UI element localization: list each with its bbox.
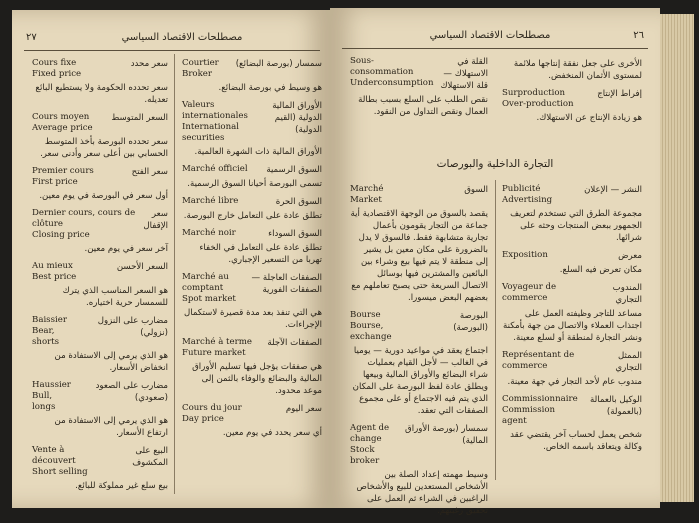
glossary-entry (502, 56, 642, 82)
term-foreign: Sous-consommation (350, 56, 414, 77)
term-foreign: Bull, longs (32, 391, 56, 412)
entry-heading (502, 250, 642, 262)
term-french-block (350, 56, 434, 89)
glossary-entry (350, 184, 488, 304)
term-foreign: Day price (182, 414, 224, 424)
glossary-entry (182, 100, 322, 158)
term-arabic: مضارب على الصعود (صعودي) (95, 381, 168, 403)
term-arabic: القلة في الاستهلاك — قلة الاستهلاك (440, 57, 488, 91)
term-arabic: مضارب على النزول (نزولي) (97, 316, 168, 338)
term-arabic: السوق (464, 185, 488, 195)
term-foreign: Représentant de commerce (502, 350, 575, 371)
glossary-entry (182, 196, 322, 222)
glossary-entry (182, 337, 322, 397)
term-french-block (32, 380, 73, 413)
term-french-block (502, 350, 599, 372)
term-french-block (32, 261, 76, 283)
term-foreign: Exposition (502, 250, 548, 260)
term-arabic: سعر الإقفال (143, 209, 168, 231)
page-number-wrap (26, 32, 37, 43)
entry-heading (182, 164, 322, 176)
running-head: مصطلحات الاقتصاد السياسي (121, 32, 243, 43)
term-foreign: Courtier (182, 58, 219, 68)
term-definition: هو وسيط في بورصة البضائع. (218, 83, 322, 93)
glossary-entry (350, 423, 488, 517)
glossary-entry (182, 403, 322, 439)
term-definition: سعر تحدده البورصة بأخذ المتوسط الحسابي بين أعلى سعر وأدنى سعر. (40, 137, 168, 159)
entry-heading (502, 184, 642, 206)
term-definition: هي صفقات يؤجل فيها تسليم الأوراق المالية والبضائع والوفاء بالثمن إلى موعد محدود. (192, 362, 322, 396)
term-definition: الأوراق المالية ذات الشهرة العالمية. (194, 147, 322, 157)
term-arabic: البيع على المكشوف (132, 446, 168, 468)
entry-heading (32, 166, 168, 188)
left-page (12, 10, 330, 508)
term-foreign: Market (350, 195, 382, 205)
glossary-entry (182, 228, 322, 266)
entry-heading (502, 350, 642, 374)
header-rule (342, 48, 648, 49)
term-foreign: Stock broker (350, 445, 380, 466)
term-arabic: السعر الأحسن (116, 262, 168, 272)
glossary-top-right (502, 56, 642, 130)
entry-heading (502, 282, 642, 306)
section-title: التجارة الداخلية والبورصات (436, 158, 554, 170)
term-foreign: Marché (350, 184, 384, 194)
glossary-entry (502, 88, 642, 124)
term-foreign: Haussier (32, 380, 71, 390)
term-foreign: Agent de change (350, 423, 390, 444)
term-arabic: إفراط الإنتاج (597, 89, 642, 99)
term-definition: شخص يعمل لحساب آخر يقتضي عقد وكالة ويتعاقد باسمه الخاص. (510, 430, 642, 452)
term-french-block (182, 337, 252, 359)
term-french-block (32, 166, 94, 188)
term-french-block (182, 100, 248, 144)
term-foreign: Cours du jour (182, 403, 242, 413)
running-head: مصطلحات الاقتصاد السياسي (429, 30, 551, 41)
term-arabic: السوق السوداء (268, 229, 322, 239)
term-arabic: المندوب التجاري (612, 283, 642, 305)
term-arabic: الصفقات الآجلة (267, 338, 322, 348)
term-french-block (502, 282, 591, 304)
page-number: ٢٧ (26, 32, 37, 43)
page-number-wrap (633, 30, 644, 41)
glossary-entry (32, 261, 168, 309)
term-french-block (182, 228, 236, 239)
term-french-block (182, 58, 219, 80)
glossary-entry (32, 112, 168, 160)
term-foreign: Fixed price (32, 69, 82, 79)
right-page (330, 8, 660, 516)
running-head-wrap (82, 32, 282, 44)
term-definition: هو الذي يرمي إلى الاستفادة من ارتفاع الأسعار. (54, 416, 168, 438)
term-foreign: International securities (182, 122, 240, 143)
term-foreign: Premier cours (32, 166, 94, 176)
term-foreign: Future market (182, 348, 246, 358)
term-definition: مساعد للتاجر وظيفته العمل على اجتذاب العملاء والاتصال من جهة بأمكنة ونشر التجارة لمنطقة أو لسلع معينة. (503, 309, 642, 343)
term-definition: هو الذي يرمي إلى الاستفادة من انخفاض الأسعار. (54, 351, 168, 373)
term-foreign: Broker (182, 69, 212, 79)
glossary-entry (32, 445, 168, 492)
term-foreign: Short selling (32, 467, 88, 477)
entry-heading (182, 272, 322, 305)
entry-heading (32, 315, 168, 348)
page-stack-edge (660, 14, 694, 502)
term-french-block (502, 394, 578, 427)
term-foreign: Bourse (350, 310, 381, 320)
term-foreign: Over-production (502, 99, 574, 109)
term-french-block (502, 184, 552, 206)
glossary-column-outer (350, 184, 488, 523)
term-french-block (32, 58, 81, 80)
entry-heading (502, 88, 642, 110)
term-definition: مكان تعرض فيه السلع. (559, 265, 642, 275)
term-french-block (32, 112, 93, 134)
term-foreign: Baissier (32, 315, 67, 325)
term-foreign: Voyageur de commerce (502, 282, 557, 303)
glossary-entry (182, 272, 322, 331)
term-definition: تسمى البورصة أحيانا السوق الرسمية. (187, 179, 322, 189)
term-french-block (32, 208, 135, 241)
term-definition: بيع سلع غير مملوكة للبائع. (75, 481, 168, 491)
term-foreign: Marché à terme (182, 337, 252, 347)
term-french-block (350, 184, 383, 206)
glossary-entry (502, 250, 642, 276)
glossary-entry (502, 282, 642, 344)
term-foreign: Marché noir (182, 228, 236, 238)
glossary-entry (502, 350, 642, 388)
term-definition: تطلق عادة على التعامل خارج البورصة. (183, 211, 322, 221)
term-foreign: Advertising (502, 195, 553, 205)
glossary-entry (32, 208, 168, 255)
entry-heading (182, 58, 322, 80)
glossary-column-inner (182, 58, 322, 445)
glossary-entry (502, 394, 642, 453)
entry-heading (350, 184, 488, 206)
term-arabic: النشر — الإعلان (584, 185, 642, 195)
entry-heading (350, 310, 488, 343)
term-foreign: Commission agent (502, 405, 556, 426)
entry-heading (182, 196, 322, 208)
term-definition: الأخرى على جعل نفقة إنتاجها ملائمة لمستوى الأثمان المنخفض. (513, 59, 642, 81)
term-arabic: سمسار (بورصة البضائع) (235, 59, 322, 69)
term-arabic: سعر محدد (130, 59, 168, 69)
glossary-column-inner (502, 184, 642, 459)
entry-heading (182, 100, 322, 144)
term-foreign: First price (32, 177, 78, 187)
column-divider (495, 180, 496, 480)
entry-heading (32, 380, 168, 413)
term-foreign: Publicité (502, 184, 541, 194)
term-foreign: Underconsumption (350, 78, 434, 88)
glossary-entry (32, 58, 168, 106)
term-definition: هو السعر المناسب الذي يترك للسمسار حرية اختياره. (62, 286, 168, 308)
term-foreign: Cours moyen (32, 112, 90, 122)
term-definition: أي سعر يحدد في يوم معين. (222, 428, 322, 438)
term-french-block (182, 164, 248, 175)
term-foreign: Marché officiel (182, 164, 248, 174)
term-definition: مندوب عام لأحد التجار في جهة معينة. (507, 377, 642, 387)
term-french-block (32, 315, 78, 348)
glossary-top-left (350, 56, 488, 124)
glossary-entry (182, 164, 322, 190)
term-arabic: الأوراق المالية الدولية (القيم الدولية) (272, 101, 322, 135)
entry-heading (32, 112, 168, 134)
term-definition: نقص الطلب على السلع بسبب بطالة العمال ونقص التداول من النقود. (358, 95, 488, 117)
glossary-entry (502, 184, 642, 244)
term-definition: يقصد بالسوق من الوجهة الاقتصادية أية جماعة من التجار يقومون بأعمال تجارية متشابهة فقط. فالسوق لا يدل بالضرورة على مكان معين بل يشير إلى منطقة لا يتم فيها بيع وشراء بين البائعين والمشترين فيها بوسائل الاتصال السريعة حتى يصبح تعاملهم مع بعضهم البعض ميسورا. (350, 209, 488, 303)
term-definition: آخر سعر في يوم معين. (84, 244, 168, 254)
term-foreign: Marché au comptant (182, 272, 229, 293)
term-french-block (32, 445, 103, 478)
term-foreign: Average price (32, 123, 93, 133)
term-arabic: الصفقات العاجلة — الصفقات الفورية (251, 273, 322, 295)
running-head-wrap (390, 30, 590, 42)
term-definition: سعر تحدده الحكومة ولا يستطيع البائع تعديله. (35, 83, 168, 105)
term-foreign: Commissionnaire (502, 394, 578, 404)
entry-heading (32, 208, 168, 241)
term-french-block (182, 196, 238, 207)
term-definition: أول سعر في البورصة في يوم معين. (39, 191, 168, 201)
glossary-column-outer (32, 58, 168, 498)
term-arabic: معرض (618, 251, 642, 261)
glossary-entry (32, 166, 168, 202)
term-foreign: Bourse, exchange (350, 321, 392, 342)
entry-heading (182, 228, 322, 240)
term-french-block (182, 272, 239, 305)
term-definition: مجموعة الطرق التي تستخدم لتعريف الجمهور ببعض المنتجات وحثه على شرائها. (510, 209, 642, 243)
glossary-entry (182, 58, 322, 94)
term-foreign: Dernier cours, cours de clôture (32, 208, 136, 229)
term-definition: هو زيادة الإنتاج عن الاستهلاك. (536, 113, 642, 123)
glossary-entry (32, 315, 168, 374)
header-rule (24, 50, 320, 51)
term-arabic: السعر المتوسط (111, 113, 168, 123)
glossary-entry (350, 56, 488, 118)
term-foreign: Au mieux (32, 261, 73, 271)
term-foreign: Valeurs internationales (182, 100, 248, 121)
term-french-block (350, 310, 425, 343)
column-divider (174, 54, 175, 494)
term-definition: وسيط مهمته إعداد الصلة بين الأشخاص المستعدين للبيع والأشخاص الراغبين في الشراء ثم العمل على تحقيق رغبتهم. (356, 470, 488, 516)
term-arabic: الوكيل بالعمالة (بالعمولة) (590, 395, 642, 417)
term-definition: تطلق عادة على التعامل في الخفاء تهربا من التسعير الإجباري. (199, 243, 322, 265)
term-foreign: Spot market (182, 294, 236, 304)
term-foreign: Best price (32, 272, 77, 282)
term-arabic: السوق الرسمية (266, 165, 322, 175)
term-arabic: سعر اليوم (285, 404, 322, 414)
entry-heading (32, 58, 168, 80)
entry-heading (32, 261, 168, 283)
glossary-entry (32, 380, 168, 439)
entry-heading (350, 56, 488, 92)
term-arabic: البورصة (البورصة) (453, 311, 488, 333)
term-foreign: Marché libre (182, 196, 239, 206)
term-french-block (502, 88, 574, 110)
term-french-block (182, 403, 242, 425)
glossary-entry (350, 310, 488, 417)
entry-heading (32, 445, 168, 478)
term-french-block (350, 423, 405, 467)
term-french-block (502, 250, 548, 261)
term-definition: هي التي تنفذ بعد مدة قصيرة لاستكمال الإجراءات. (183, 308, 322, 330)
term-foreign: Surproduction (502, 88, 566, 98)
term-arabic: الممثل التجاري (615, 351, 642, 373)
entry-heading (182, 337, 322, 359)
page-number: ٢٦ (633, 30, 644, 41)
term-foreign: Bear, shorts (32, 326, 60, 347)
term-arabic: السوق الحرة (275, 197, 322, 207)
term-foreign: Vente à découvert (32, 445, 76, 466)
entry-heading (350, 423, 488, 467)
term-foreign: Closing price (32, 230, 90, 240)
term-arabic: سعر الفتح (131, 167, 168, 177)
entry-heading (182, 403, 322, 425)
term-arabic: سمسار (بورصة الأوراق المالية) (405, 424, 488, 446)
entry-heading (502, 394, 642, 427)
term-definition: اجتماع يعقد في مواعيد دورية — يوميا في الغالب — لأجل القيام بعمليات شراء البضائع والأوراق المالية وبيعها ويطلق عادة لفظ البورصة على المكان الذي يتم فيه الاجتماع أو على مجموع الصفقات التي تعقد. (352, 346, 488, 416)
term-foreign: Cours fixe (32, 58, 77, 68)
